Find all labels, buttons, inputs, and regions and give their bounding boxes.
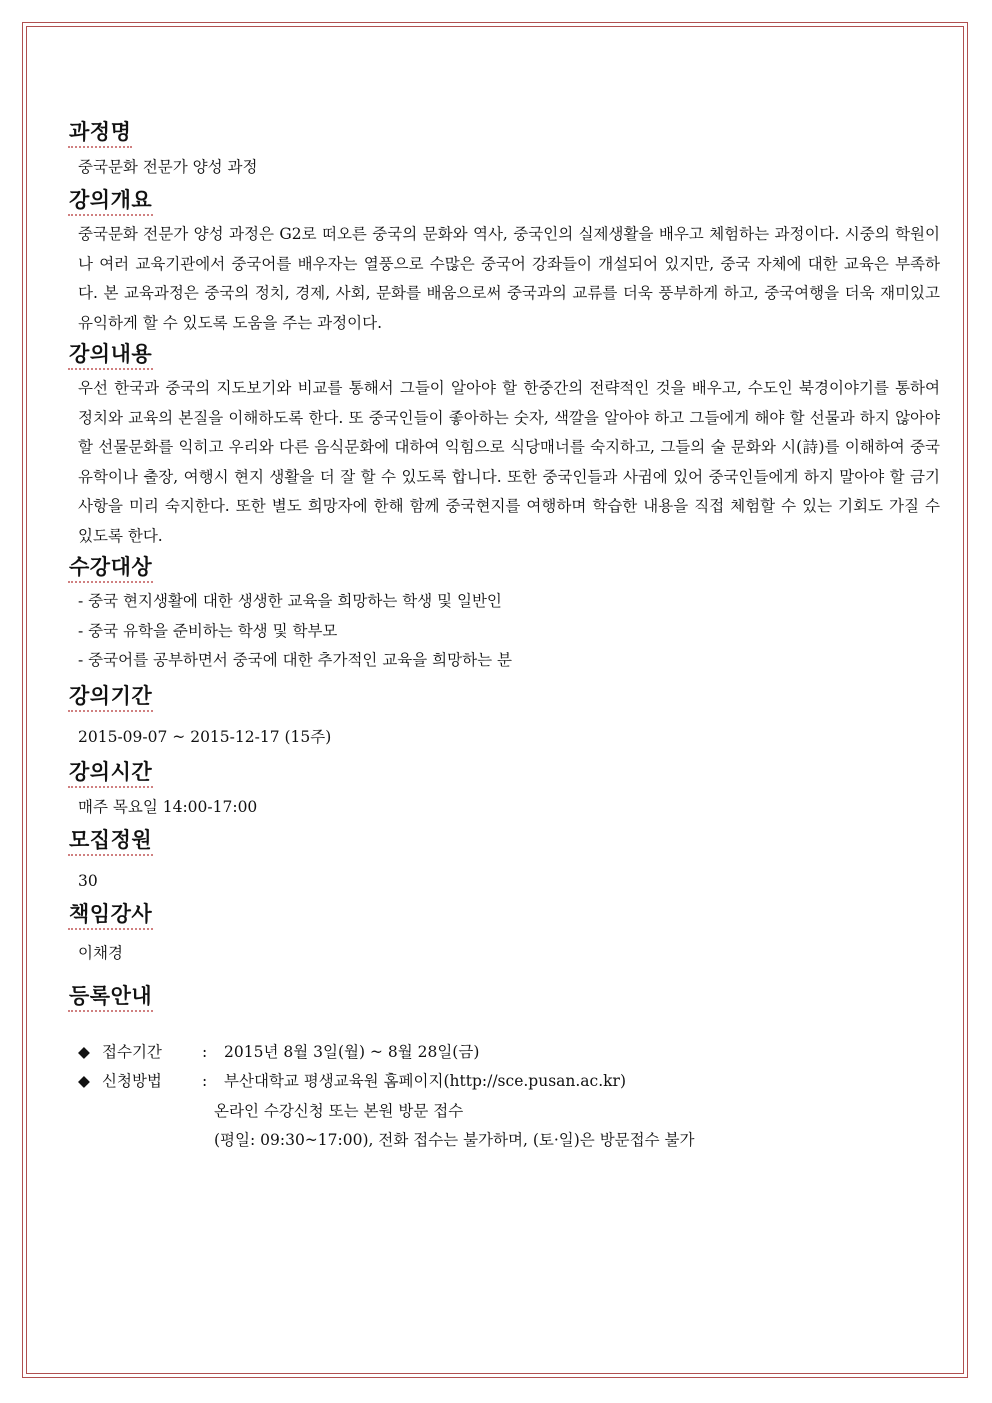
section-heading: 강의시간 — [68, 758, 153, 788]
registration-label: 접수기간 — [102, 1042, 162, 1061]
section-heading: 강의기간 — [68, 682, 153, 712]
target-item: - 중국어를 공부하면서 중국에 대한 추가적인 교육을 희망하는 분 — [78, 651, 512, 669]
target-item: - 중국 유학을 준비하는 학생 및 학부모 — [78, 621, 338, 640]
section-heading: 강의개요 — [68, 186, 153, 216]
section-heading: 강의내용 — [68, 340, 153, 370]
registration-label: 신청방법 — [102, 1072, 162, 1090]
registration-continuation: (평일: 09:30~17:00), 전화 접수는 불가하며, (토·일)은 방문접수 불가 — [214, 1131, 695, 1149]
registration-list — [68, 1038, 940, 1156]
diamond-bullet-icon: ◆ — [78, 1042, 90, 1061]
section-heading: 책임강사 — [68, 900, 153, 930]
section-course-name — [68, 118, 940, 182]
section-capacity — [68, 826, 940, 896]
section-heading: 모집정원 — [68, 826, 153, 856]
registration-colon: : — [202, 1072, 208, 1090]
diamond-bullet-icon: ◆ — [78, 1072, 90, 1090]
section-registration — [68, 982, 940, 1156]
section-content — [68, 340, 940, 551]
section-overview — [68, 186, 940, 338]
target-item: - 중국 현지생활에 대한 생생한 교육을 희망하는 학생 및 일반인 — [78, 592, 502, 610]
course-name-text: 중국문화 전문가 양성 과정 — [78, 158, 258, 176]
section-period — [68, 682, 940, 752]
overview-text: 중국문화 전문가 양성 과정은 G2로 떠오른 중국의 문화와 역사, 중국인의 실제생활을 배우고 체험하는 과정이다. 시중의 학원이나 여러 교육기관에서 중국어를 배우자는 열풍으로 수많은 중국어 강좌들이 개설되어 있지만, 중국 자체에 대한 교육은 부족하다. 본 교육과정은 중국의 정치, 경제, 사회, 문화를 배움으로써 중국과의 교류를 더욱 풍부하게 하고, 중국여행을 더욱 재미있고 유익하게 할 수 있도록 도움을 주는 과정이다. — [78, 225, 940, 332]
capacity-text: 30 — [78, 871, 98, 890]
section-time — [68, 758, 940, 822]
section-heading: 수강대상 — [68, 553, 153, 583]
registration-value: 2015년 8월 3일(월) ~ 8월 28일(금) — [224, 1042, 480, 1061]
registration-row — [78, 1067, 940, 1097]
section-heading: 과정명 — [68, 118, 132, 148]
section-instructor — [68, 900, 940, 968]
content-text: 우선 한국과 중국의 지도보기와 비교를 통해서 그들이 알아야 할 한중간의 전략적인 것을 배우고, 수도인 북경이야기를 통하여 정치와 교육의 본질을 이해하도록 한다. 또 중국인들이 좋아하는 숫자, 색깔을 알아야 하고 그들에게 해야 할 선물과 하지 않아야 할 선물문화를 익히고 우리와 다른 음식문화에 대하여 익힘으로 식당매너를 숙지하고, 그들의 술 문화와 시(詩)를 이해하여 중국유학이나 출장, 여행시 현지 생활을 더 잘 할 수 있도록 합니다. 또한 중국인들과 사귐에 있어 중국인들에게 하지 말아야 할 금기사항을 미리 숙지한다. 또한 별도 희망자에 한해 함께 중국현지를 여행하며 학습한 내용을 직접 체험할 수 있는 기회도 가질 수 있도록 한다. — [78, 379, 940, 545]
period-text: 2015-09-07 ~ 2015-12-17 (15주) — [78, 727, 332, 746]
section-target — [68, 553, 940, 676]
registration-continuation: 온라인 수강신청 또는 본원 방문 접수 — [214, 1101, 464, 1120]
time-text: 매주 목요일 14:00-17:00 — [78, 797, 258, 816]
section-heading: 등록안내 — [68, 982, 153, 1012]
instructor-text: 이채경 — [78, 943, 123, 962]
registration-value: 부산대학교 평생교육원 홈페이지(http://sce.pusan.ac.kr) — [224, 1072, 626, 1090]
registration-colon: : — [202, 1042, 208, 1061]
registration-row — [78, 1038, 940, 1068]
document-body — [68, 118, 940, 1156]
